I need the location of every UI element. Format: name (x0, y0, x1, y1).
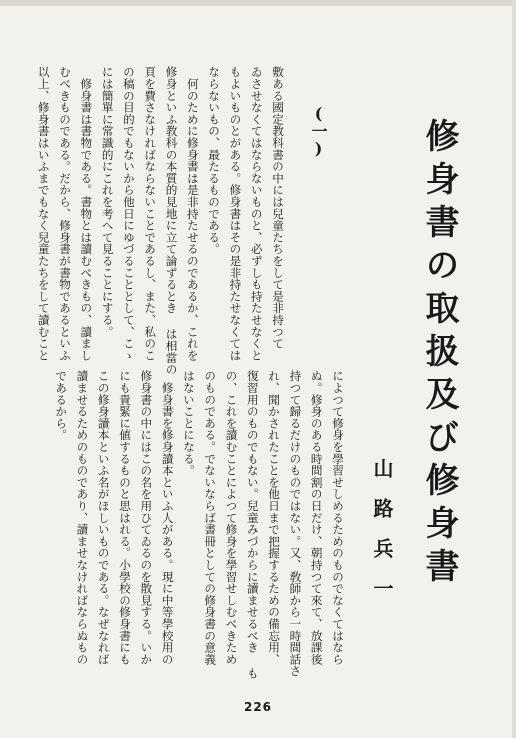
body-text-upper: 敷ある國定教科書の中には兒童たちをして是非持つて ゐさせなくてはならないものと、必ずしも持たせなくと もよいものとがある。修身書はその是非持たせなくては ならないもの、最たるものである。 何のために修身書は是非持たせるのであるか、これを 修身といふ教科の本質的見地に立て論ずるとき は相當の 頁を費さなければならないことであるし、また、私のこ の稿の目的でもないから他日にゆづることとして、こゝ には簡單に常識的にこれを考へて見ることにする。 修身書は書物である。書物とは讀むべきもの、讀まし むべきものである。だから、修身書が書物であるといふ 以上、修身書はいふまでもなく兒童たちをして讀むこと (36, 66, 285, 376)
scan-edge-right (512, 0, 516, 738)
body-text-lower: によつて修身を學習せしめるためのものでなくてはなら ぬ。修身のある時間割の日だけ、朝持つて來て、放課後 持つて歸るだけのものではない。又、敎師から一時間話さ れ、聞かされたことを他日まで把握するための備忘用、 復習用のものでもない。兒童みづからに讀ませるべき も の、これを讀むことによつて修身を學習せしむべきため のものである。でないならば書冊としての修身書の意義 はないことになる。 修身書を修身讀本といふ人がある。現に中等學校用の 修身書の中にはこの名を用ひてゐるのを散見する。いか にも貴緊に値するものと思はれる。小學校の修身書にも この修身讀本といふ名がほしいものである。なぜなれば 讀ませるためのものであり、讀ませなければならぬもの であるから。 (54, 370, 345, 680)
page-number: 226 (243, 700, 273, 714)
scan-edge-top (0, 0, 516, 6)
article-title: 修身書の取扱及び修身書 (419, 118, 459, 591)
section-number: (一) (309, 104, 328, 158)
article-author: 山路兵一 (370, 458, 394, 618)
